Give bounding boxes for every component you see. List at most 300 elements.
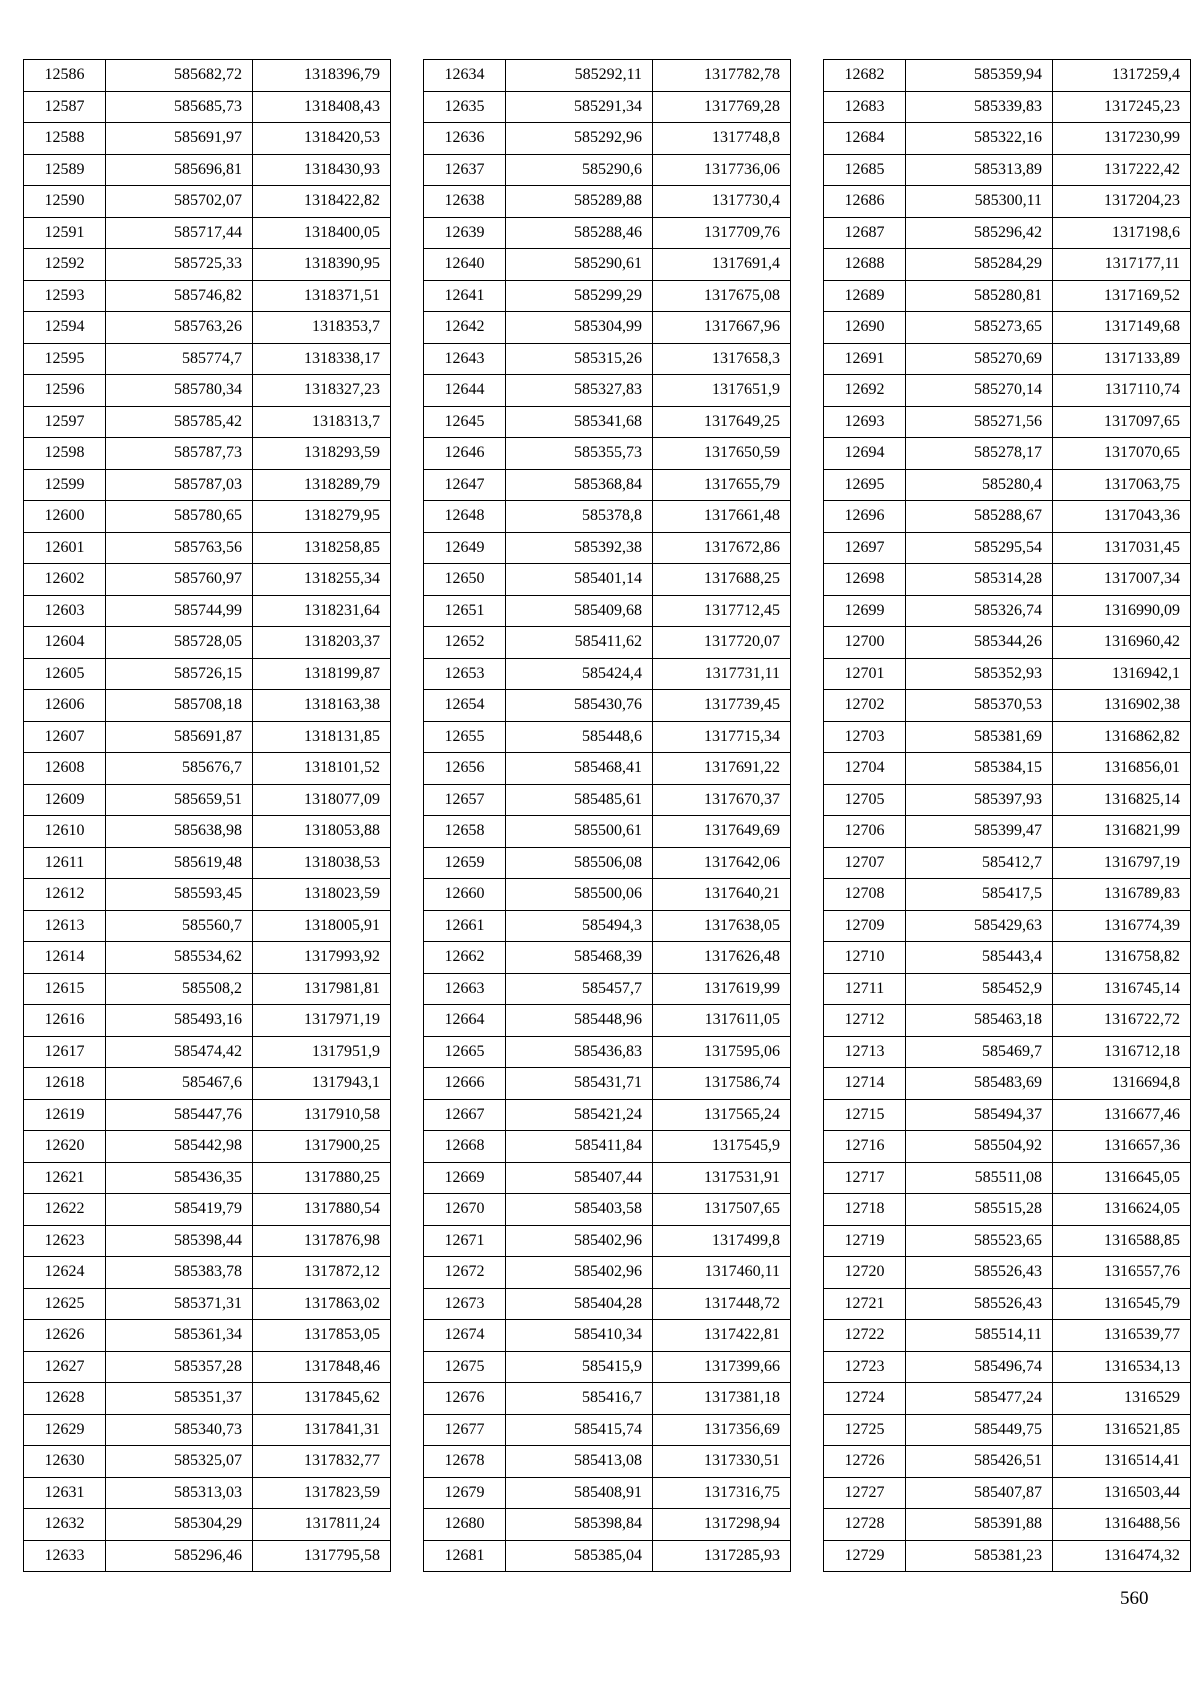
y-coordinate-cell: 1316712,18: [1053, 1036, 1191, 1068]
table-row: [424, 1351, 791, 1383]
y-coordinate-cell: 1316645,05: [1053, 1162, 1191, 1194]
y-coordinate-cell: 1317097,65: [1053, 406, 1191, 438]
y-coordinate-cell: 1316960,42: [1053, 627, 1191, 659]
table-row: [24, 343, 391, 375]
y-coordinate-cell: 1317688,25: [653, 564, 791, 596]
point-number-cell: 12665: [424, 1036, 506, 1068]
point-number-cell: 12594: [24, 312, 106, 344]
y-coordinate-cell: 1318396,79: [253, 60, 391, 92]
x-coordinate-cell: 585417,5: [906, 879, 1053, 911]
y-coordinate-cell: 1317730,4: [653, 186, 791, 218]
point-number-cell: 12679: [424, 1477, 506, 1509]
y-coordinate-cell: 1318293,59: [253, 438, 391, 470]
y-coordinate-cell: 1317649,69: [653, 816, 791, 848]
table-row: [24, 186, 391, 218]
table-row: [424, 186, 791, 218]
point-number-cell: 12622: [24, 1194, 106, 1226]
y-coordinate-cell: 1316758,82: [1053, 942, 1191, 974]
point-number-cell: 12616: [24, 1005, 106, 1037]
point-number-cell: 12601: [24, 532, 106, 564]
y-coordinate-cell: 1318077,09: [253, 784, 391, 816]
table-row: [24, 1288, 391, 1320]
table-row: [824, 1351, 1191, 1383]
x-coordinate-cell: 585313,89: [906, 154, 1053, 186]
x-coordinate-cell: 585411,84: [506, 1131, 653, 1163]
x-coordinate-cell: 585448,6: [506, 721, 653, 753]
point-number-cell: 12602: [24, 564, 106, 596]
point-number-cell: 12692: [824, 375, 906, 407]
x-coordinate-cell: 585397,93: [906, 784, 1053, 816]
table-row: [24, 1257, 391, 1289]
table-row: [424, 1131, 791, 1163]
y-coordinate-cell: 1316677,46: [1053, 1099, 1191, 1131]
point-number-cell: 12711: [824, 973, 906, 1005]
table-row: [24, 879, 391, 911]
table-row: [424, 1446, 791, 1478]
x-coordinate-cell: 585468,39: [506, 942, 653, 974]
point-number-cell: 12677: [424, 1414, 506, 1446]
x-coordinate-cell: 585385,04: [506, 1540, 653, 1572]
x-coordinate-cell: 585463,18: [906, 1005, 1053, 1037]
point-number-cell: 12656: [424, 753, 506, 785]
y-coordinate-cell: 1318023,59: [253, 879, 391, 911]
point-number-cell: 12680: [424, 1509, 506, 1541]
point-number-cell: 12655: [424, 721, 506, 753]
y-coordinate-cell: 1316797,19: [1053, 847, 1191, 879]
y-coordinate-cell: 1317880,25: [253, 1162, 391, 1194]
point-number-cell: 12669: [424, 1162, 506, 1194]
table-row: [824, 1194, 1191, 1226]
x-coordinate-cell: 585500,61: [506, 816, 653, 848]
table-row: [824, 595, 1191, 627]
point-number-cell: 12720: [824, 1257, 906, 1289]
point-number-cell: 12695: [824, 469, 906, 501]
table-row: [824, 1509, 1191, 1541]
point-number-cell: 12646: [424, 438, 506, 470]
x-coordinate-cell: 585682,72: [106, 60, 253, 92]
table-row: [424, 879, 791, 911]
table-row: [24, 627, 391, 659]
y-coordinate-cell: 1317619,99: [653, 973, 791, 1005]
x-coordinate-cell: 585280,4: [906, 469, 1053, 501]
point-number-cell: 12634: [424, 60, 506, 92]
y-coordinate-cell: 1317330,51: [653, 1446, 791, 1478]
table-row: [24, 816, 391, 848]
table-row: [424, 1383, 791, 1415]
y-coordinate-cell: 1316694,8: [1053, 1068, 1191, 1100]
x-coordinate-cell: 585409,68: [506, 595, 653, 627]
table-row: [424, 595, 791, 627]
x-coordinate-cell: 585676,7: [106, 753, 253, 785]
y-coordinate-cell: 1316902,38: [1053, 690, 1191, 722]
table-row: [824, 753, 1191, 785]
x-coordinate-cell: 585436,83: [506, 1036, 653, 1068]
x-coordinate-cell: 585419,79: [106, 1194, 253, 1226]
point-number-cell: 12613: [24, 910, 106, 942]
point-number-cell: 12699: [824, 595, 906, 627]
y-coordinate-cell: 1317691,4: [653, 249, 791, 281]
y-coordinate-cell: 1317981,81: [253, 973, 391, 1005]
x-coordinate-cell: 585449,75: [906, 1414, 1053, 1446]
point-number-cell: 12642: [424, 312, 506, 344]
y-coordinate-cell: 1317626,48: [653, 942, 791, 974]
table-row: [824, 690, 1191, 722]
table-row: [824, 879, 1191, 911]
point-number-cell: 12694: [824, 438, 906, 470]
y-coordinate-cell: 1318163,38: [253, 690, 391, 722]
point-number-cell: 12648: [424, 501, 506, 533]
y-coordinate-cell: 1316990,09: [1053, 595, 1191, 627]
x-coordinate-cell: 585493,16: [106, 1005, 253, 1037]
table-row: [424, 312, 791, 344]
y-coordinate-cell: 1317356,69: [653, 1414, 791, 1446]
y-coordinate-cell: 1317943,1: [253, 1068, 391, 1100]
table-row: [824, 343, 1191, 375]
y-coordinate-cell: 1317691,22: [653, 753, 791, 785]
x-coordinate-cell: 585685,73: [106, 91, 253, 123]
y-coordinate-cell: 1317655,79: [653, 469, 791, 501]
table-row: [424, 1540, 791, 1572]
x-coordinate-cell: 585292,96: [506, 123, 653, 155]
table-row: [824, 469, 1191, 501]
point-number-cell: 12700: [824, 627, 906, 659]
x-coordinate-cell: 585407,87: [906, 1477, 1053, 1509]
point-number-cell: 12684: [824, 123, 906, 155]
x-coordinate-cell: 585774,7: [106, 343, 253, 375]
x-coordinate-cell: 585408,91: [506, 1477, 653, 1509]
y-coordinate-cell: 1316588,85: [1053, 1225, 1191, 1257]
point-number-cell: 12609: [24, 784, 106, 816]
x-coordinate-cell: 585344,26: [906, 627, 1053, 659]
point-number-cell: 12712: [824, 1005, 906, 1037]
x-coordinate-cell: 585785,42: [106, 406, 253, 438]
table-row: [424, 1036, 791, 1068]
y-coordinate-cell: 1317782,78: [653, 60, 791, 92]
x-coordinate-cell: 585361,34: [106, 1320, 253, 1352]
x-coordinate-cell: 585398,44: [106, 1225, 253, 1257]
y-coordinate-cell: 1316774,39: [1053, 910, 1191, 942]
point-number-cell: 12632: [24, 1509, 106, 1541]
x-coordinate-cell: 585291,34: [506, 91, 653, 123]
point-number-cell: 12645: [424, 406, 506, 438]
x-coordinate-cell: 585708,18: [106, 690, 253, 722]
x-coordinate-cell: 585290,61: [506, 249, 653, 281]
y-coordinate-cell: 1316821,99: [1053, 816, 1191, 848]
table-row: [424, 847, 791, 879]
y-coordinate-cell: 1317650,59: [653, 438, 791, 470]
table-row: [824, 217, 1191, 249]
x-coordinate-cell: 585322,16: [906, 123, 1053, 155]
table-row: [24, 217, 391, 249]
y-coordinate-cell: 1317381,18: [653, 1383, 791, 1415]
point-number-cell: 12686: [824, 186, 906, 218]
table-row: [24, 1446, 391, 1478]
y-coordinate-cell: 1317709,76: [653, 217, 791, 249]
point-number-cell: 12662: [424, 942, 506, 974]
point-number-cell: 12678: [424, 1446, 506, 1478]
point-number-cell: 12620: [24, 1131, 106, 1163]
y-coordinate-cell: 1317448,72: [653, 1288, 791, 1320]
point-number-cell: 12653: [424, 658, 506, 690]
table-row: [824, 438, 1191, 470]
y-coordinate-cell: 1317586,74: [653, 1068, 791, 1100]
point-number-cell: 12724: [824, 1383, 906, 1415]
point-number-cell: 12707: [824, 847, 906, 879]
point-number-cell: 12641: [424, 280, 506, 312]
x-coordinate-cell: 585314,28: [906, 564, 1053, 596]
x-coordinate-cell: 585421,24: [506, 1099, 653, 1131]
x-coordinate-cell: 585327,83: [506, 375, 653, 407]
y-coordinate-cell: 1317245,23: [1053, 91, 1191, 123]
x-coordinate-cell: 585300,11: [906, 186, 1053, 218]
point-number-cell: 12608: [24, 753, 106, 785]
x-coordinate-cell: 585523,65: [906, 1225, 1053, 1257]
y-coordinate-cell: 1318390,95: [253, 249, 391, 281]
point-number-cell: 12718: [824, 1194, 906, 1226]
table-row: [424, 753, 791, 785]
point-number-cell: 12650: [424, 564, 506, 596]
y-coordinate-cell: 1317667,96: [653, 312, 791, 344]
point-number-cell: 12659: [424, 847, 506, 879]
table-row: [24, 312, 391, 344]
x-coordinate-cell: 585290,6: [506, 154, 653, 186]
point-number-cell: 12717: [824, 1162, 906, 1194]
x-coordinate-cell: 585326,74: [906, 595, 1053, 627]
x-coordinate-cell: 585401,14: [506, 564, 653, 596]
y-coordinate-cell: 1317672,86: [653, 532, 791, 564]
point-number-cell: 12597: [24, 406, 106, 438]
table-row: [824, 375, 1191, 407]
x-coordinate-cell: 585526,43: [906, 1257, 1053, 1289]
table-row: [424, 1068, 791, 1100]
y-coordinate-cell: 1317422,81: [653, 1320, 791, 1352]
point-number-cell: 12605: [24, 658, 106, 690]
point-number-cell: 12640: [424, 249, 506, 281]
y-coordinate-cell: 1316825,14: [1053, 784, 1191, 816]
table-row: [24, 249, 391, 281]
table-row: [24, 532, 391, 564]
x-coordinate-cell: 585270,69: [906, 343, 1053, 375]
point-number-cell: 12637: [424, 154, 506, 186]
point-number-cell: 12593: [24, 280, 106, 312]
x-coordinate-cell: 585378,8: [506, 501, 653, 533]
table-row: [24, 91, 391, 123]
y-coordinate-cell: 1318430,93: [253, 154, 391, 186]
point-number-cell: 12723: [824, 1351, 906, 1383]
y-coordinate-cell: 1316557,76: [1053, 1257, 1191, 1289]
y-coordinate-cell: 1317876,98: [253, 1225, 391, 1257]
point-number-cell: 12716: [824, 1131, 906, 1163]
table-row: [424, 469, 791, 501]
point-number-cell: 12689: [824, 280, 906, 312]
x-coordinate-cell: 585370,53: [906, 690, 1053, 722]
point-number-cell: 12639: [424, 217, 506, 249]
x-coordinate-cell: 585289,88: [506, 186, 653, 218]
x-coordinate-cell: 585304,29: [106, 1509, 253, 1541]
point-number-cell: 12688: [824, 249, 906, 281]
point-number-cell: 12654: [424, 690, 506, 722]
table-row: [824, 564, 1191, 596]
x-coordinate-cell: 585413,08: [506, 1446, 653, 1478]
x-coordinate-cell: 585515,28: [906, 1194, 1053, 1226]
page-number: 560: [1120, 1588, 1149, 1609]
table-row: [824, 1099, 1191, 1131]
table-row: [24, 1225, 391, 1257]
y-coordinate-cell: 1317736,06: [653, 154, 791, 186]
table-row: [24, 973, 391, 1005]
coordinate-table-3: [823, 59, 1191, 1572]
point-number-cell: 12619: [24, 1099, 106, 1131]
point-number-cell: 12691: [824, 343, 906, 375]
point-number-cell: 12644: [424, 375, 506, 407]
x-coordinate-cell: 585508,2: [106, 973, 253, 1005]
table-row: [424, 1162, 791, 1194]
y-coordinate-cell: 1317823,59: [253, 1477, 391, 1509]
x-coordinate-cell: 585494,3: [506, 910, 653, 942]
table-row: [24, 1477, 391, 1509]
y-coordinate-cell: 1317531,91: [653, 1162, 791, 1194]
table-row: [824, 123, 1191, 155]
point-number-cell: 12687: [824, 217, 906, 249]
y-coordinate-cell: 1317640,21: [653, 879, 791, 911]
point-number-cell: 12626: [24, 1320, 106, 1352]
x-coordinate-cell: 585619,48: [106, 847, 253, 879]
point-number-cell: 12629: [24, 1414, 106, 1446]
x-coordinate-cell: 585381,23: [906, 1540, 1053, 1572]
table-row: [824, 1005, 1191, 1037]
x-coordinate-cell: 585404,28: [506, 1288, 653, 1320]
y-coordinate-cell: 1316521,85: [1053, 1414, 1191, 1446]
point-number-cell: 12664: [424, 1005, 506, 1037]
table-row: [24, 1194, 391, 1226]
y-coordinate-cell: 1318400,05: [253, 217, 391, 249]
point-number-cell: 12715: [824, 1099, 906, 1131]
point-number-cell: 12643: [424, 343, 506, 375]
table-row: [424, 217, 791, 249]
point-number-cell: 12726: [824, 1446, 906, 1478]
y-coordinate-cell: 1317007,34: [1053, 564, 1191, 596]
x-coordinate-cell: 585760,97: [106, 564, 253, 596]
y-coordinate-cell: 1317611,05: [653, 1005, 791, 1037]
table-row: [824, 942, 1191, 974]
table-row: [24, 1414, 391, 1446]
point-number-cell: 12709: [824, 910, 906, 942]
y-coordinate-cell: 1317731,11: [653, 658, 791, 690]
point-number-cell: 12595: [24, 343, 106, 375]
y-coordinate-cell: 1317642,06: [653, 847, 791, 879]
x-coordinate-cell: 585415,9: [506, 1351, 653, 1383]
table-row: [424, 627, 791, 659]
y-coordinate-cell: 1318053,88: [253, 816, 391, 848]
point-number-cell: 12590: [24, 186, 106, 218]
point-number-cell: 12719: [824, 1225, 906, 1257]
point-number-cell: 12635: [424, 91, 506, 123]
x-coordinate-cell: 585696,81: [106, 154, 253, 186]
table-row: [424, 1477, 791, 1509]
x-coordinate-cell: 585787,73: [106, 438, 253, 470]
x-coordinate-cell: 585359,94: [906, 60, 1053, 92]
y-coordinate-cell: 1317848,46: [253, 1351, 391, 1383]
x-coordinate-cell: 585457,7: [506, 973, 653, 1005]
x-coordinate-cell: 585717,44: [106, 217, 253, 249]
x-coordinate-cell: 585296,42: [906, 217, 1053, 249]
x-coordinate-cell: 585299,29: [506, 280, 653, 312]
x-coordinate-cell: 585431,71: [506, 1068, 653, 1100]
y-coordinate-cell: 1317043,36: [1053, 501, 1191, 533]
x-coordinate-cell: 585399,47: [906, 816, 1053, 848]
x-coordinate-cell: 585483,69: [906, 1068, 1053, 1100]
table-row: [24, 1131, 391, 1163]
table-row: [24, 1383, 391, 1415]
y-coordinate-cell: 1317460,11: [653, 1257, 791, 1289]
x-coordinate-cell: 585725,33: [106, 249, 253, 281]
table-row: [824, 1540, 1191, 1572]
x-coordinate-cell: 585403,58: [506, 1194, 653, 1226]
y-coordinate-cell: 1318338,17: [253, 343, 391, 375]
y-coordinate-cell: 1316534,13: [1053, 1351, 1191, 1383]
y-coordinate-cell: 1317230,99: [1053, 123, 1191, 155]
y-coordinate-cell: 1316529: [1053, 1383, 1191, 1415]
x-coordinate-cell: 585340,73: [106, 1414, 253, 1446]
table-row: [424, 816, 791, 848]
point-number-cell: 12592: [24, 249, 106, 281]
y-coordinate-cell: 1317638,05: [653, 910, 791, 942]
point-number-cell: 12598: [24, 438, 106, 470]
table-row: [424, 1509, 791, 1541]
x-coordinate-cell: 585429,63: [906, 910, 1053, 942]
x-coordinate-cell: 585271,56: [906, 406, 1053, 438]
y-coordinate-cell: 1318038,53: [253, 847, 391, 879]
y-coordinate-cell: 1318005,91: [253, 910, 391, 942]
table-row: [824, 91, 1191, 123]
point-number-cell: 12658: [424, 816, 506, 848]
coordinate-table-2: [423, 59, 791, 1572]
table-row: [24, 501, 391, 533]
table-row: [24, 438, 391, 470]
y-coordinate-cell: 1316657,36: [1053, 1131, 1191, 1163]
point-number-cell: 12603: [24, 595, 106, 627]
table-row: [24, 942, 391, 974]
table-row: [824, 1225, 1191, 1257]
x-coordinate-cell: 585442,98: [106, 1131, 253, 1163]
x-coordinate-cell: 585280,81: [906, 280, 1053, 312]
table-row: [424, 406, 791, 438]
y-coordinate-cell: 1317661,48: [653, 501, 791, 533]
x-coordinate-cell: 585744,99: [106, 595, 253, 627]
point-number-cell: 12727: [824, 1477, 906, 1509]
y-coordinate-cell: 1317169,52: [1053, 280, 1191, 312]
x-coordinate-cell: 585383,78: [106, 1257, 253, 1289]
table-row: [424, 532, 791, 564]
table-row: [24, 690, 391, 722]
x-coordinate-cell: 585368,84: [506, 469, 653, 501]
table-row: [24, 1509, 391, 1541]
point-number-cell: 12676: [424, 1383, 506, 1415]
point-number-cell: 12704: [824, 753, 906, 785]
table-row: [424, 1225, 791, 1257]
x-coordinate-cell: 585415,74: [506, 1414, 653, 1446]
point-number-cell: 12693: [824, 406, 906, 438]
table-row: [824, 1383, 1191, 1415]
y-coordinate-cell: 1318199,87: [253, 658, 391, 690]
y-coordinate-cell: 1317507,65: [653, 1194, 791, 1226]
y-coordinate-cell: 1317845,62: [253, 1383, 391, 1415]
x-coordinate-cell: 585315,26: [506, 343, 653, 375]
x-coordinate-cell: 585494,37: [906, 1099, 1053, 1131]
table-row: [24, 1320, 391, 1352]
point-number-cell: 12638: [424, 186, 506, 218]
table-row: [24, 1068, 391, 1100]
